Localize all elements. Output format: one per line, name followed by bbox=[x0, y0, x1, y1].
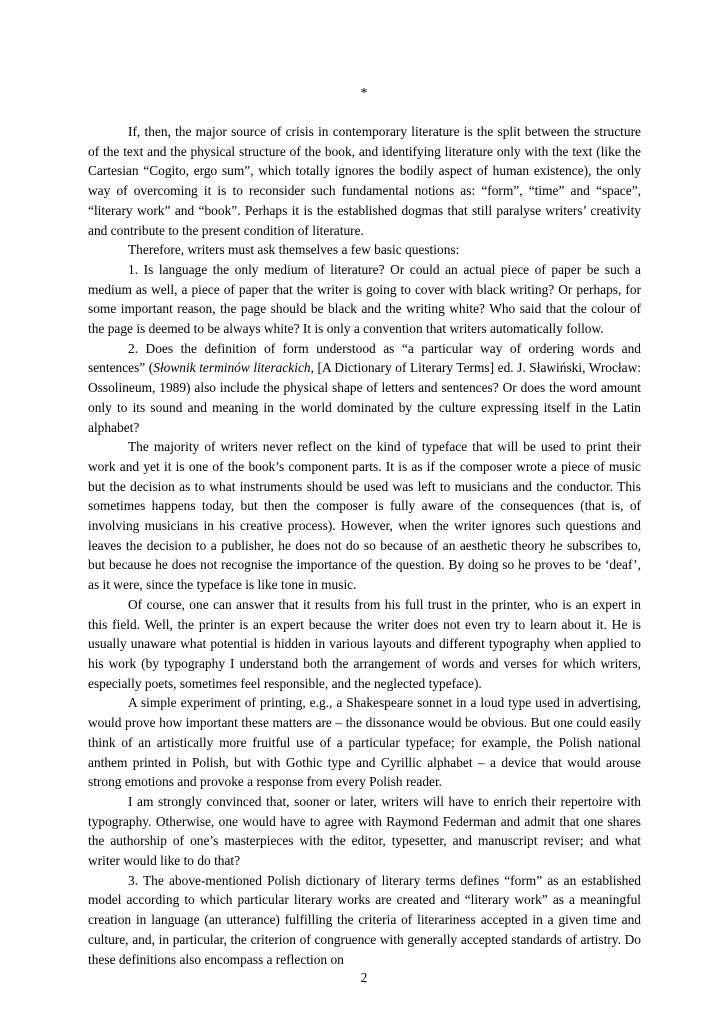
paragraph-4-end: , [A Dictionary of Literary Terms] ed. J. Sławiński, Wrocław: Ossolineum, 1989) also include the physical shape of letters and sentences? Or does the word amount only to its sound and meaning in the world dominated by the culture expressing itself in the Latin alphabet? bbox=[88, 360, 642, 435]
section-separator: * bbox=[360, 86, 368, 101]
paragraph-1: If, then, the major source of crisis in contemporary literature is the split between the structure of the text and the physical structure of the book, and identifying literature only with the text (like the Cartesian “Cogito, ergo sum”, which totally ignores the bodily aspect of human existence), the only way of overcoming it is to reconsider such fundamental notions as: “form”, “time” and “space”, “literary work” and “book”. Perhaps it is the established dogmas that still paralyse writers’ creativity and contribute to the present condition of literature. bbox=[88, 124, 641, 238]
paragraph-8: I am strongly convinced that, sooner or later, writers will have to enrich their repertoire with typography. Otherwise, one would have to agree with Raymond Federman and admit that one shares the authorship of one’s masterpieces with the editor, typesetter, and manuscript reviser; and what writer would like to do that? bbox=[88, 793, 641, 869]
paragraph-5: The majority of writers never reflect on the kind of typeface that will be used to print their work and yet it is one of the book’s component parts. It is as if the composer wrote a piece of music but the decision as to what instruments should be used was left to musicians and the conductor. This sometimes happens today, but then the composer is fully aware of the consequences (that is, of involving musicians in his creative process). However, when the writer ignores such questions and leaves the decision to a publisher, he does not do so because of an aesthetic theory he subscribes to, but because he does not recognise the importance of the question. By doing so he proves to be ‘deaf’, as it were, since the typeface is like tone in music. bbox=[88, 439, 641, 593]
paragraph-4-start: 2. Does the definition of form understood as “a particular way of ordering words and sentences” ( bbox=[88, 340, 641, 376]
paragraph-2: Therefore, writers must ask themselves a few basic questions: bbox=[128, 242, 460, 258]
paragraph-6: Of course, one can answer that it results from his full trust in the printer, who is an expert in this field. Well, the printer is an expert because the writer does not even try to learn about it. He is usually unaware what potential is hidden in various layouts and different typography when applied to his work (by typography I understand both the arrangement of words and verses for which writers, especially poets, sometimes feel responsible, and the neglected typeface). bbox=[88, 596, 641, 691]
paragraph-7: A simple experiment of printing, e.g., a Shakespeare sonnet in a loud type used in advertising, would prove how important these matters are – the dissonance would be obvious. But one could easily think of an artistically more fruitful use of a particular typeface; for example, the Polish national anthem printed in Polish, but with Gothic type and Cyrillic alphabet – a device that would arouse strong emotions and provoke a response from every Polish reader. bbox=[88, 695, 641, 790]
paragraph-4 bbox=[88, 339, 641, 438]
document-body bbox=[88, 122, 641, 969]
paragraph-3: 1. Is language the only medium of literature? Or could an actual piece of paper be such a medium as well, a piece of paper that the writer is going to cover with black writing? Or perhaps, for some important reason, the page should be black and the writing white? Who said that the colour of the page is deemed to be always white? It is only a convention that writers automatically follow. bbox=[88, 261, 641, 337]
page-number: 2 bbox=[360, 970, 368, 985]
paragraph-9: 3. The above-mentioned Polish dictionary of literary terms defines “form” as an established model according to which particular literary works are created and “literary work” as a meaningful creation in language (an utterance) fulfilling the criteria of literariness accepted in a given time and culture, and, in particular, the criterion of congruence with generally accepted standards of artistry. Do these definitions also encompass a reflection on bbox=[88, 872, 641, 967]
dictionary-title: Słownik terminów literackich bbox=[153, 360, 311, 376]
